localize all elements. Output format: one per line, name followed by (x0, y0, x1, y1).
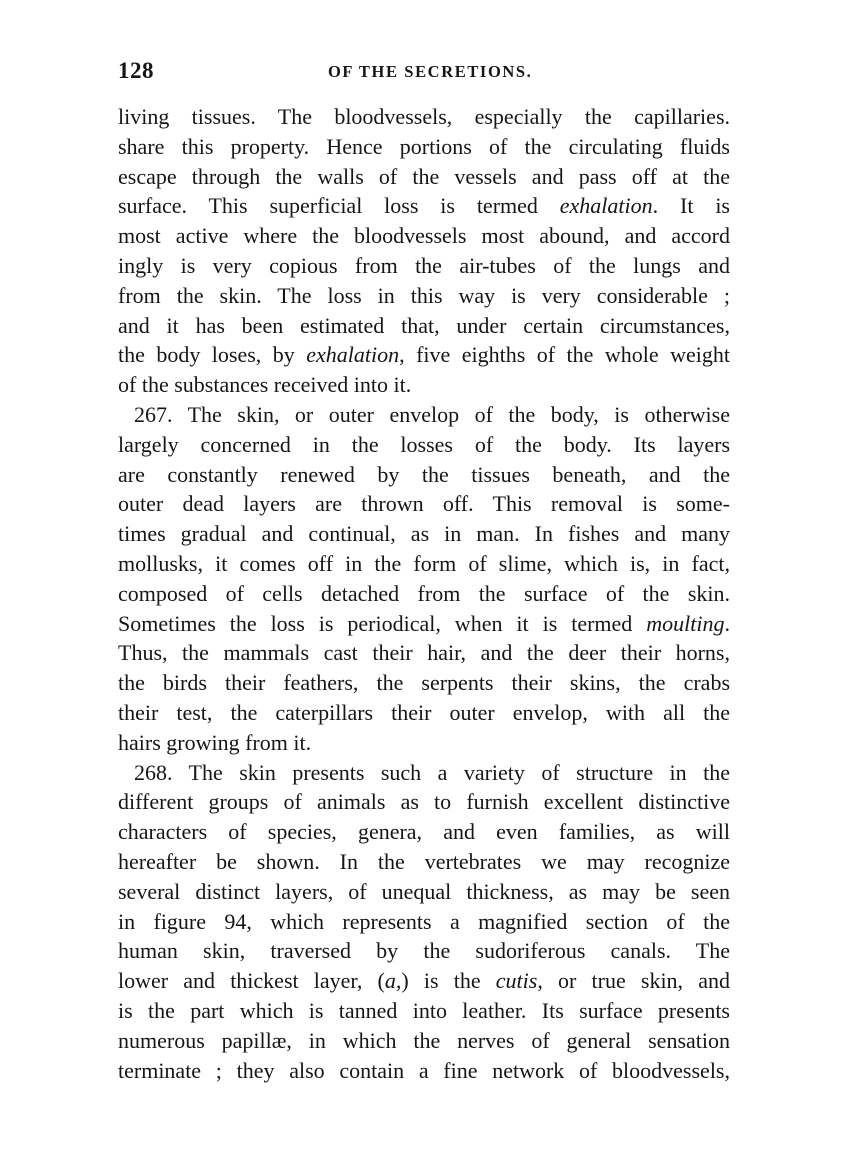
text-line: hereafter be shown. In the vertebrates we may recognize (118, 848, 730, 874)
text-line: human skin, traversed by the sudoriferous canals. The (118, 938, 730, 964)
text-line: 268. The skin presents such a variety of structure in the (134, 759, 730, 785)
page-header (118, 58, 730, 88)
text-line: in figure 94, which represents a magnified section of the (118, 908, 730, 934)
text-line: composed of cells detached from the surface of the skin. (118, 580, 730, 606)
text-line: are constantly renewed by the tissues beneath, and the (118, 461, 730, 487)
text-line: mollusks, it comes off in the form of slime, which is, in fact, (118, 550, 730, 576)
text-line: their test, the caterpillars their outer envelop, with all the (118, 699, 730, 725)
text-line: outer dead layers are thrown off. This removal is some- (118, 491, 730, 517)
text-line: different groups of animals as to furnish excellent distinctive (118, 789, 730, 815)
page-number: 128 (118, 58, 154, 83)
text-line: share this property. Hence portions of the circulating fluids (118, 133, 730, 159)
text-line: the birds their feathers, the serpents their skins, the crabs (118, 670, 730, 696)
text-line: terminate ; they also contain a fine network of bloodvessels, (118, 1057, 730, 1083)
text-line: escape through the walls of the vessels and pass off at the (118, 163, 730, 189)
text-line: Sometimes the loss is periodical, when it is termed moulting. (118, 610, 730, 636)
text-line: numerous papillæ, in which the nerves of general sensation (118, 1027, 730, 1053)
text-line: living tissues. The bloodvessels, especially the capillaries. (118, 104, 730, 129)
text-line: several distinct layers, of unequal thickness, as may be seen (118, 878, 730, 904)
text-line: lower and thickest layer, (a,) is the cutis, or true skin, and (118, 968, 730, 994)
text-line: from the skin. The loss in this way is very considerable ; (118, 282, 730, 308)
text-line: ingly is very copious from the air-tubes of the lungs and (118, 252, 730, 278)
text-line: is the part which is tanned into leather. Its surface presents (118, 997, 730, 1023)
text-line: of the substances received into it. (118, 372, 412, 398)
text-line: most active where the bloodvessels most abound, and accord (118, 223, 730, 249)
text-line: Thus, the mammals cast their hair, and the deer their horns, (118, 640, 730, 666)
text-line: the body loses, by exhalation, five eighths of the whole weight (118, 342, 730, 368)
text-line: and it has been estimated that, under certain circumstances, (118, 312, 730, 338)
running-title: OF THE SECRETIONS. (328, 62, 533, 81)
text-line: times gradual and continual, as in man. In fishes and many (118, 521, 730, 547)
text-line: hairs growing from it. (118, 729, 312, 755)
text-line: 267. The skin, or outer envelop of the body, is otherwise (134, 401, 730, 427)
body-text (118, 102, 730, 1085)
text-line: characters of species, genera, and even families, as will (118, 819, 730, 845)
text-line: surface. This superficial loss is termed exhalation. It is (118, 193, 730, 219)
text-line: largely concerned in the losses of the body. Its layers (118, 431, 730, 457)
